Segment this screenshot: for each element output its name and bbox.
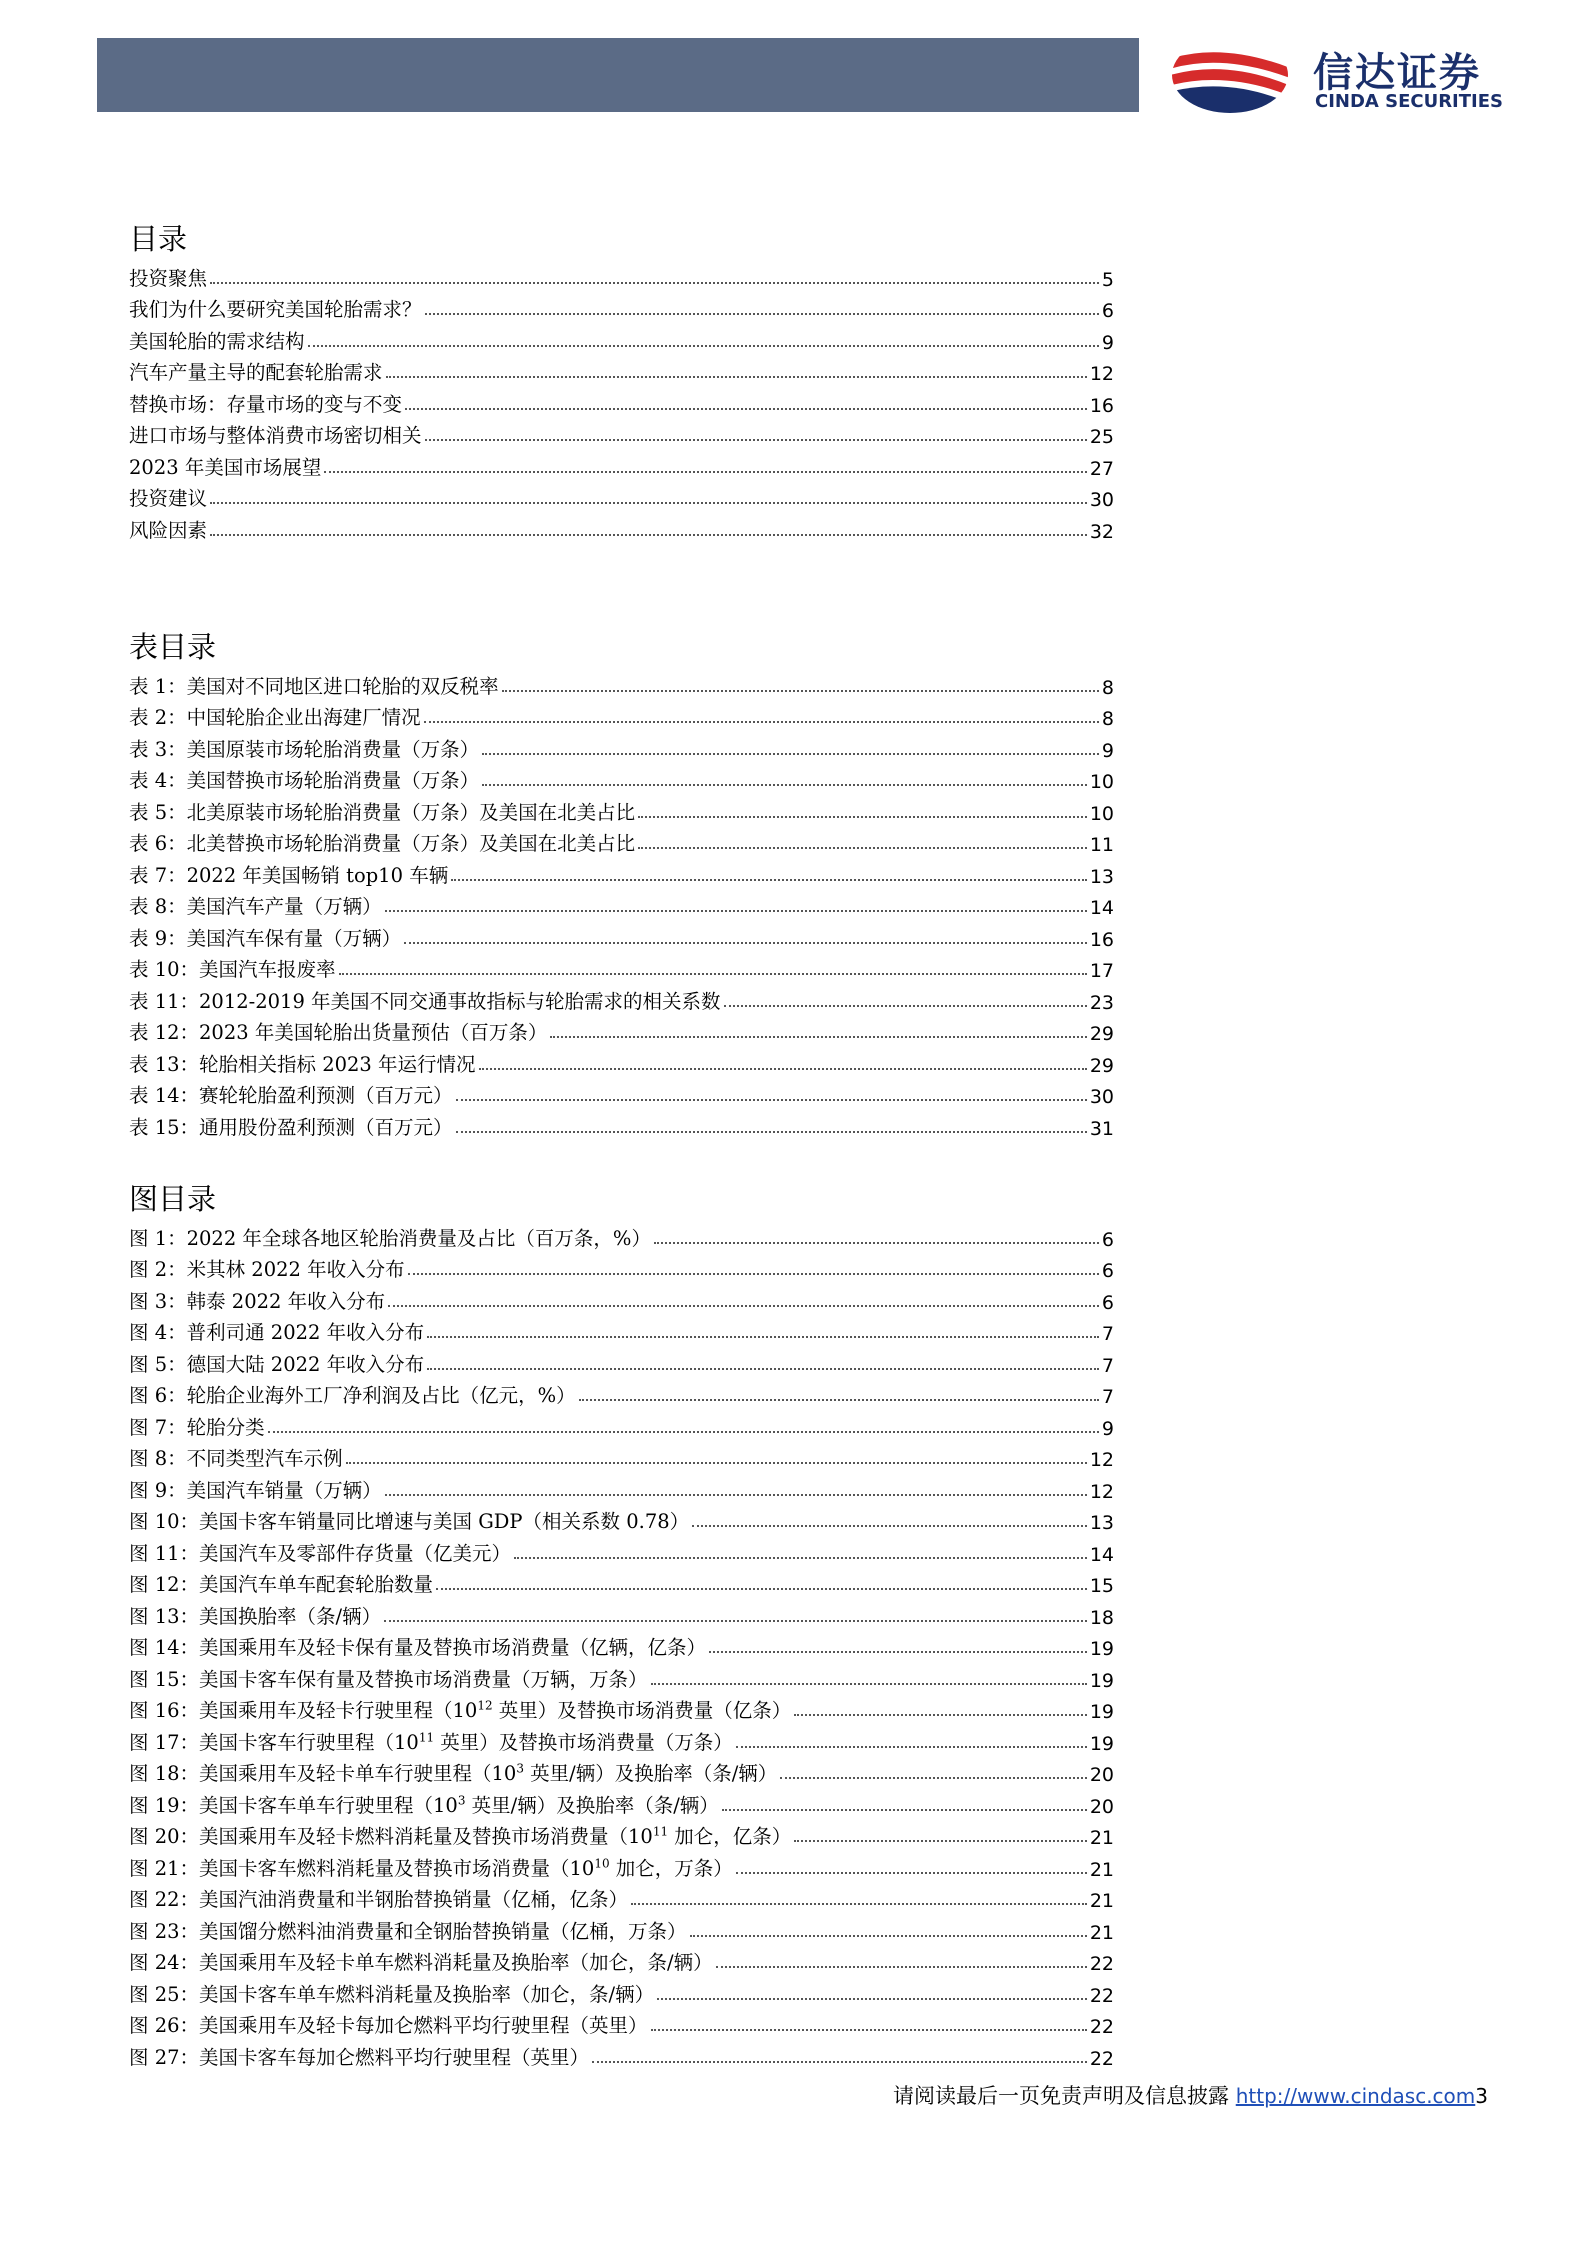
dot-leader	[692, 1525, 1087, 1527]
toc-entry-label-superscript: 3	[457, 1793, 466, 1807]
toc-entry-page: 30	[1089, 489, 1114, 511]
toc-entry-label: 美国轮胎的需求结构	[129, 329, 305, 353]
dot-leader	[724, 1005, 1087, 1007]
toc-entry[interactable]	[129, 951, 1114, 983]
dot-leader	[388, 1305, 1099, 1307]
toc-entry-page: 12	[1089, 363, 1114, 385]
dot-leader	[690, 1935, 1087, 1937]
dot-leader	[638, 816, 1087, 818]
toc-entry-label: 图 13：美国换胎率（条/辆）	[129, 1604, 382, 1628]
toc-entry-page: 10	[1089, 802, 1114, 825]
toc-section	[129, 219, 1114, 543]
toc-entry[interactable]	[129, 1014, 1114, 1046]
toc-entry-label: 图 23：美国馏分燃料油消费量和全钢胎替换销量（亿桶，万条）	[129, 1919, 687, 1943]
dot-leader	[424, 721, 1099, 723]
toc-entry[interactable]	[129, 1818, 1114, 1850]
toc-entry[interactable]	[129, 1786, 1114, 1818]
dot-leader	[780, 1777, 1087, 1779]
toc-entry[interactable]	[129, 1692, 1114, 1724]
toc-entry[interactable]	[129, 1755, 1114, 1787]
dot-leader	[638, 847, 1087, 849]
dot-leader	[451, 879, 1087, 881]
toc-entry-page: 27	[1089, 457, 1114, 480]
dot-leader	[268, 1431, 1099, 1433]
toc-entry-page: 22	[1089, 2047, 1114, 2070]
toc-entry-page: 13	[1089, 865, 1114, 888]
toc-entry[interactable]	[129, 1944, 1114, 1976]
toc-entry[interactable]	[129, 825, 1114, 857]
dot-leader	[654, 1242, 1099, 1244]
toc-entry[interactable]	[129, 1503, 1114, 1535]
dot-leader	[385, 910, 1087, 912]
dot-leader	[386, 376, 1087, 378]
toc-entry-page: 8	[1101, 676, 1114, 699]
dot-leader	[210, 502, 1087, 504]
toc-entry[interactable]	[129, 699, 1114, 731]
toc-entry[interactable]	[129, 322, 1114, 354]
toc-entry-label: 图 26：美国乘用车及轻卡每加仑燃料平均行驶里程（英里）	[129, 2014, 648, 2037]
toc-entry-label: 图 8：不同类型汽车示例	[129, 1447, 343, 1470]
toc-entry-label: 表 8：美国汽车产量（万辆）	[129, 895, 382, 918]
dot-leader	[210, 282, 1099, 284]
toc-entry-page: 7	[1101, 1386, 1114, 1408]
toc-entry-page: 22	[1089, 2016, 1114, 2038]
toc-entry-label-pre: 图 18：美国乘用车及轻卡单车行驶里程（10	[129, 1762, 517, 1785]
toc-entry-label	[129, 1853, 733, 1881]
dot-leader	[456, 1099, 1087, 1101]
toc-entry[interactable]	[129, 385, 1114, 417]
toc-entry[interactable]	[129, 919, 1114, 951]
toc-entry[interactable]	[129, 1219, 1114, 1251]
toc-entry-page: 21	[1089, 1827, 1114, 1849]
toc-entry-label: 图 6：轮胎企业海外工厂净利润及占比（亿元，%）	[129, 1384, 576, 1407]
toc-entry[interactable]	[129, 1471, 1114, 1503]
logo-english-name: CINDA SECURITIES	[1315, 91, 1503, 112]
toc-entry[interactable]	[129, 1597, 1114, 1629]
toc-entry-page: 15	[1089, 1575, 1114, 1597]
dot-leader	[736, 1872, 1087, 1874]
table-list-section	[129, 627, 1114, 1140]
dot-leader	[425, 439, 1087, 441]
toc-entry-label: 图 3：韩泰 2022 年收入分布	[129, 1289, 386, 1313]
toc-entry-label: 图 4：普利司通 2022 年收入分布	[129, 1321, 425, 1344]
toc-entry-label	[129, 1790, 719, 1818]
toc-entry-label: 图 12：美国汽车单车配套轮胎数量	[129, 1573, 434, 1596]
cinda-logo-emblem-icon	[1168, 33, 1298, 117]
toc-entry-label: 投资聚焦	[129, 266, 208, 290]
toc-title: 目录	[129, 222, 188, 256]
toc-entry-label: 表 5：北美原装市场轮胎消费量（万条）及美国在北美占比	[129, 800, 636, 824]
toc-entry[interactable]	[129, 1975, 1114, 2007]
toc-entry-page: 19	[1089, 1701, 1114, 1723]
toc-entry-label-post: 英里/辆）及换胎率（条/辆）	[523, 1762, 778, 1785]
toc-entry-page: 30	[1089, 1086, 1114, 1108]
toc-entry-page: 8	[1101, 708, 1114, 730]
toc-entry[interactable]	[129, 1629, 1114, 1661]
figure-list-title: 图目录	[129, 1182, 217, 1216]
page-footer	[893, 2080, 1488, 2110]
toc-entry-label: 图 5：德国大陆 2022 年收入分布	[129, 1352, 425, 1376]
toc-entry[interactable]	[129, 2038, 1114, 2070]
dot-leader	[657, 1998, 1087, 2000]
dot-leader	[716, 1966, 1087, 1968]
dot-leader	[550, 1036, 1086, 1038]
toc-entry-label	[129, 1695, 791, 1723]
toc-entry-page: 5	[1101, 268, 1114, 291]
dot-leader	[482, 784, 1087, 786]
toc-entry-label: 风险因素	[129, 518, 208, 542]
toc-entry-label: 表 6：北美替换市场轮胎消费量（万条）及美国在北美占比	[129, 832, 636, 855]
toc-entry-label: 表 2：中国轮胎企业出海建厂情况	[129, 706, 421, 729]
toc-entry-page: 6	[1101, 300, 1114, 322]
toc-entry[interactable]	[129, 982, 1114, 1014]
cinda-logo	[1168, 33, 1548, 117]
toc-entry-label-post: 英里/辆）及换胎率（条/辆）	[465, 1793, 719, 1817]
figure-list	[129, 1219, 1114, 2070]
toc-entry[interactable]	[129, 667, 1114, 699]
toc-entry[interactable]	[129, 417, 1114, 449]
toc-entry-page: 21	[1089, 1921, 1114, 1944]
toc-entry-label: 图 7：轮胎分类	[129, 1415, 265, 1439]
toc-entry[interactable]	[129, 1534, 1114, 1566]
toc-entry-label: 图 11：美国汽车及零部件存货量（亿美元）	[129, 1541, 512, 1565]
table-list-title: 表目录	[129, 630, 217, 664]
toc-entry-label: 图 15：美国卡客车保有量及替换市场消费量（万辆，万条）	[129, 1667, 648, 1691]
toc-entry-label-superscript: 3	[516, 1761, 524, 1776]
toc-entry-label-pre: 图 20：美国乘用车及轻卡燃料消耗量及替换市场消费量（10	[129, 1825, 653, 1848]
toc-entry-page: 21	[1089, 1858, 1114, 1881]
toc-entry-page: 31	[1089, 1117, 1114, 1140]
toc-entry[interactable]	[129, 1723, 1114, 1755]
dot-leader	[324, 471, 1086, 473]
toc-entry-page: 9	[1101, 739, 1114, 762]
dot-leader	[385, 1494, 1087, 1496]
toc-entry[interactable]	[129, 2007, 1114, 2039]
toc-entry[interactable]	[129, 1440, 1114, 1472]
toc-entry-page: 14	[1089, 897, 1114, 919]
dot-leader	[308, 345, 1099, 347]
toc-entry[interactable]	[129, 1251, 1114, 1283]
toc-entry-label: 图 24：美国乘用车及轻卡单车燃料消耗量及换胎率（加仑，条/辆）	[129, 1951, 713, 1974]
toc-entry-label: 表 3：美国原装市场轮胎消费量（万条）	[129, 737, 480, 761]
toc-entry[interactable]	[129, 762, 1114, 794]
toc-entry-label: 表 9：美国汽车保有量（万辆）	[129, 926, 402, 950]
toc-entry-page: 22	[1089, 1953, 1114, 1975]
toc-entry-label-post: 英里）及替换市场消费量（亿条）	[492, 1699, 792, 1722]
toc-entry-page: 19	[1089, 1638, 1114, 1660]
toc-entry-label: 表 13：轮胎相关指标 2023 年运行情况	[129, 1052, 476, 1076]
toc-entry-label-superscript: 11	[652, 1824, 669, 1839]
toc-entry-page: 29	[1089, 1023, 1114, 1045]
toc-entry[interactable]	[129, 511, 1114, 543]
dot-leader	[427, 1336, 1099, 1338]
toc-entry-page: 10	[1089, 771, 1114, 793]
toc-entry-page: 18	[1089, 1606, 1114, 1629]
dot-leader	[479, 1068, 1087, 1070]
dot-leader	[405, 408, 1087, 410]
dot-leader	[339, 973, 1087, 975]
toc-entry-label: 投资建议	[129, 487, 208, 510]
dot-leader	[651, 1683, 1087, 1685]
page-number: 3	[1475, 2084, 1488, 2108]
table-list	[129, 667, 1114, 1140]
toc-entry-label-superscript: 10	[594, 1856, 610, 1870]
toc-entry-page: 25	[1089, 426, 1114, 448]
toc-entry-page: 20	[1089, 1764, 1114, 1786]
toc-entry-page: 13	[1089, 1512, 1114, 1534]
toc-entry-page: 19	[1089, 1669, 1114, 1692]
toc-entry-label: 替换市场：存量市场的变与不变	[129, 392, 403, 416]
toc-entry[interactable]	[129, 1849, 1114, 1881]
toc-entry[interactable]	[129, 1077, 1114, 1109]
toc-entry-page: 20	[1089, 1795, 1114, 1818]
toc-entry-label	[129, 1727, 733, 1755]
dot-leader	[794, 1840, 1087, 1842]
dot-leader	[631, 1903, 1087, 1905]
toc-entry-page: 11	[1089, 834, 1114, 856]
dot-leader	[427, 1368, 1099, 1370]
dot-leader	[456, 1131, 1087, 1133]
toc-entry[interactable]	[129, 856, 1114, 888]
toc-entry-label: 表 14：赛轮轮胎盈利预测（百万元）	[129, 1084, 453, 1107]
dot-leader	[794, 1714, 1087, 1716]
toc-entry-page: 19	[1089, 1732, 1114, 1755]
toc-entry-label	[129, 1758, 777, 1786]
toc-entry-label: 2023 年美国市场展望	[129, 455, 322, 479]
toc-entry-label: 表 15：通用股份盈利预测（百万元）	[129, 1115, 453, 1139]
toc-entry-page: 16	[1089, 928, 1114, 951]
toc-entry[interactable]	[129, 448, 1114, 480]
toc-entry-label-pre: 图 17：美国卡客车行驶里程（10	[129, 1730, 419, 1754]
toc-entry[interactable]	[129, 793, 1114, 825]
toc-entry-page: 12	[1089, 1480, 1114, 1503]
toc-entry-page: 6	[1101, 1291, 1114, 1314]
toc-entry-label-pre: 图 16：美国乘用车及轻卡行驶里程（10	[129, 1699, 478, 1722]
toc-entry[interactable]	[129, 1881, 1114, 1913]
dot-leader	[722, 1809, 1087, 1811]
toc-entry-label: 图 14：美国乘用车及轻卡保有量及替换市场消费量（亿辆，亿条）	[129, 1636, 707, 1659]
dot-leader	[346, 1462, 1087, 1464]
toc-entry-page: 21	[1089, 1890, 1114, 1912]
footer-url-link[interactable]: http://www.cindasc.com	[1235, 2084, 1476, 2108]
toc-entry-label: 表 4：美国替换市场轮胎消费量（万条）	[129, 769, 480, 792]
toc-entry-label: 我们为什么要研究美国轮胎需求？	[129, 298, 422, 321]
toc-entry-page: 6	[1101, 1228, 1114, 1251]
toc-entry-label: 图 22：美国汽油消费量和半钢胎替换销量（亿桶，亿条）	[129, 1888, 629, 1911]
toc-entry-label: 表 10：美国汽车报废率	[129, 958, 336, 981]
toc-entry-page: 7	[1101, 1354, 1114, 1377]
toc-entry[interactable]	[129, 354, 1114, 386]
toc-entry[interactable]	[129, 1282, 1114, 1314]
toc-entry-label: 图 27：美国卡客车每加仑燃料平均行驶里程（英里）	[129, 2045, 590, 2069]
toc-entry-label-post: 加仑，万条）	[609, 1856, 733, 1880]
toc-entry-label-post: 加仑，亿条）	[668, 1825, 792, 1848]
dot-leader	[502, 690, 1099, 692]
toc-entry-label-pre: 图 19：美国卡客车单车行驶里程（10	[129, 1793, 458, 1817]
toc-entry[interactable]	[129, 1314, 1114, 1346]
toc-entry-label: 图 25：美国卡客车单车燃料消耗量及换胎率（加仑，条/辆）	[129, 1982, 655, 2006]
dot-leader	[384, 1620, 1087, 1622]
logo-chinese-name: 信达证券	[1313, 50, 1481, 96]
toc-entry[interactable]	[129, 1377, 1114, 1409]
toc-entry-label: 图 9：美国汽车销量（万辆）	[129, 1478, 382, 1502]
toc-entry[interactable]	[129, 480, 1114, 512]
toc-entry-label: 表 7：2022 年美国畅销 top10 车辆	[129, 863, 449, 887]
toc-entry-page: 22	[1089, 1984, 1114, 2007]
toc-entry-label: 图 2：米其林 2022 年收入分布	[129, 1258, 405, 1281]
toc-entry[interactable]	[129, 1660, 1114, 1692]
toc-entry-page: 9	[1101, 331, 1114, 354]
dot-leader	[210, 534, 1087, 536]
toc-entry[interactable]	[129, 888, 1114, 920]
toc-entry-page: 32	[1089, 520, 1114, 543]
toc-entry-page: 23	[1089, 991, 1114, 1014]
toc-entry-label: 汽车产量主导的配套轮胎需求	[129, 361, 383, 384]
toc-entry-label-pre: 图 21：美国卡客车燃料消耗量及替换市场消费量（10	[129, 1856, 595, 1880]
dot-leader	[404, 942, 1087, 944]
dot-leader	[736, 1746, 1087, 1748]
dot-leader	[425, 313, 1099, 315]
footer-disclaimer[interactable]: 请阅读最后一页免责声明及信息披露	[893, 2084, 1236, 2108]
toc-entry-label: 进口市场与整体消费市场密切相关	[129, 424, 422, 447]
dot-leader	[436, 1588, 1087, 1590]
toc-entry-label-superscript: 12	[477, 1698, 493, 1713]
toc-entry-label	[129, 1821, 791, 1849]
toc-entry-label: 表 12：2023 年美国轮胎出货量预估（百万条）	[129, 1021, 548, 1044]
toc-entry-page: 12	[1089, 1449, 1114, 1471]
toc-entry-label: 表 11：2012-2019 年美国不同交通事故指标与轮胎需求的相关系数	[129, 989, 721, 1013]
toc-entry-label: 表 1：美国对不同地区进口轮胎的双反税率	[129, 674, 499, 698]
toc-entry[interactable]	[129, 259, 1114, 291]
toc-entry-page: 29	[1089, 1054, 1114, 1077]
figure-list-section	[129, 1179, 1114, 2070]
toc-entry[interactable]	[129, 291, 1114, 323]
dot-leader	[709, 1651, 1087, 1653]
header-bar	[97, 38, 1139, 112]
toc-list	[129, 259, 1114, 543]
dot-leader	[514, 1557, 1087, 1559]
toc-entry-label: 图 1：2022 年全球各地区轮胎消费量及占比（百万条，%）	[129, 1226, 651, 1250]
toc-entry-label-post: 英里）及替换市场消费量（万条）	[434, 1730, 733, 1754]
dot-leader	[408, 1273, 1099, 1275]
toc-entry-page: 7	[1101, 1323, 1114, 1345]
toc-entry[interactable]	[129, 1566, 1114, 1598]
dot-leader	[592, 2061, 1087, 2063]
toc-entry-page: 17	[1089, 960, 1114, 982]
toc-entry[interactable]	[129, 730, 1114, 762]
toc-entry-page: 16	[1089, 394, 1114, 417]
toc-entry[interactable]	[129, 1912, 1114, 1944]
toc-entry[interactable]	[129, 1408, 1114, 1440]
toc-entry-page: 9	[1101, 1417, 1114, 1440]
dot-leader	[651, 2029, 1087, 2031]
dot-leader	[482, 753, 1099, 755]
toc-entry[interactable]	[129, 1345, 1114, 1377]
toc-entry-label: 图 10：美国卡客车销量同比增速与美国 GDP（相关系数 0.78）	[129, 1510, 690, 1533]
toc-entry[interactable]	[129, 1045, 1114, 1077]
toc-entry-page: 6	[1101, 1260, 1114, 1282]
toc-entry[interactable]	[129, 1108, 1114, 1140]
dot-leader	[579, 1399, 1099, 1401]
toc-entry-page: 14	[1089, 1543, 1114, 1566]
toc-entry-label-superscript: 11	[418, 1730, 435, 1744]
